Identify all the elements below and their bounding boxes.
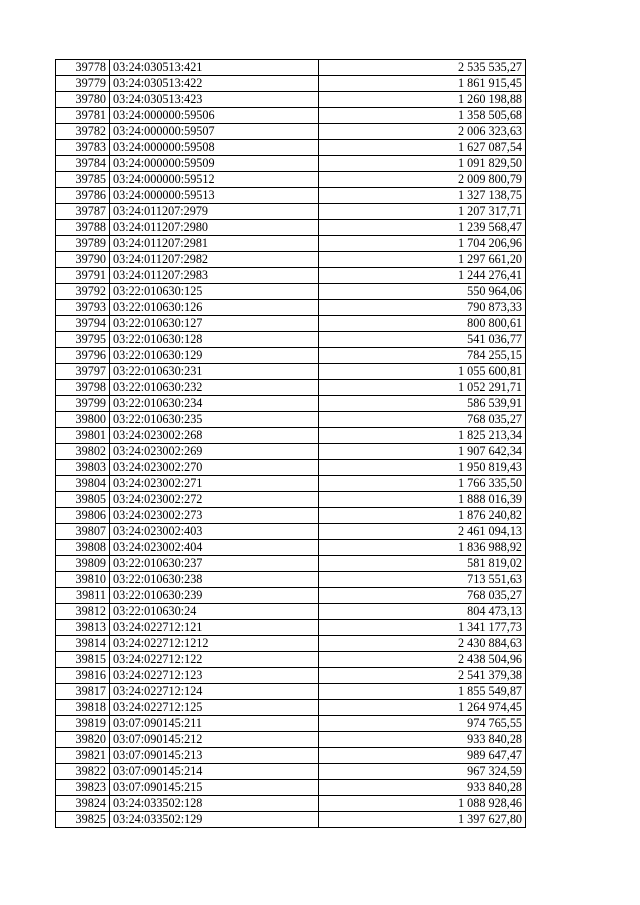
cadastral-code-cell: 03:22:010630:239: [110, 588, 319, 604]
cadastral-code-cell: 03:22:010630:235: [110, 412, 319, 428]
value-cell: 2 535 535,27: [319, 60, 526, 76]
cadastral-code-cell: 03:24:030513:422: [110, 76, 319, 92]
cadastral-code-cell: 03:22:010630:24: [110, 604, 319, 620]
cadastral-code-cell: 03:22:010630:231: [110, 364, 319, 380]
row-number-cell: 39785: [56, 172, 110, 188]
value-cell: 2 006 323,63: [319, 124, 526, 140]
table-row: [56, 124, 526, 140]
row-number-cell: 39813: [56, 620, 110, 636]
table-row: [56, 652, 526, 668]
table-row: [56, 700, 526, 716]
cadastral-code-cell: 03:24:022712:124: [110, 684, 319, 700]
value-cell: 2 009 800,79: [319, 172, 526, 188]
table-row: [56, 668, 526, 684]
cadastral-code-cell: 03:24:022712:121: [110, 620, 319, 636]
table-row: [56, 348, 526, 364]
table-row: [56, 60, 526, 76]
table-row: [56, 140, 526, 156]
table-row: [56, 748, 526, 764]
row-number-cell: 39818: [56, 700, 110, 716]
row-number-cell: 39789: [56, 236, 110, 252]
row-number-cell: 39801: [56, 428, 110, 444]
row-number-cell: 39816: [56, 668, 110, 684]
row-number-cell: 39821: [56, 748, 110, 764]
table-row: [56, 476, 526, 492]
table-row: [56, 236, 526, 252]
row-number-cell: 39806: [56, 508, 110, 524]
table-row: [56, 796, 526, 812]
row-number-cell: 39779: [56, 76, 110, 92]
value-cell: 933 840,28: [319, 732, 526, 748]
table-row: [56, 604, 526, 620]
cadastral-code-cell: 03:24:011207:2979: [110, 204, 319, 220]
value-cell: 1 264 974,45: [319, 700, 526, 716]
table-row: [56, 396, 526, 412]
cadastral-code-cell: 03:22:010630:126: [110, 300, 319, 316]
table-row: [56, 780, 526, 796]
table-row: [56, 204, 526, 220]
table-row: [56, 364, 526, 380]
table-row: [56, 764, 526, 780]
row-number-cell: 39810: [56, 572, 110, 588]
table-row: [56, 572, 526, 588]
table-row: [56, 620, 526, 636]
table-row: [56, 108, 526, 124]
cadastral-code-cell: 03:24:022712:123: [110, 668, 319, 684]
row-number-cell: 39808: [56, 540, 110, 556]
row-number-cell: 39788: [56, 220, 110, 236]
row-number-cell: 39803: [56, 460, 110, 476]
cadastral-code-cell: 03:07:090145:215: [110, 780, 319, 796]
cadastral-code-cell: 03:24:033502:128: [110, 796, 319, 812]
row-number-cell: 39807: [56, 524, 110, 540]
table-row: [56, 300, 526, 316]
cadastral-code-cell: 03:24:022712:122: [110, 652, 319, 668]
value-cell: 1 397 627,80: [319, 812, 526, 828]
cadastral-code-cell: 03:24:011207:2983: [110, 268, 319, 284]
row-number-cell: 39825: [56, 812, 110, 828]
value-cell: 804 473,13: [319, 604, 526, 620]
value-cell: 1 327 138,75: [319, 188, 526, 204]
cadastral-code-cell: 03:24:000000:59506: [110, 108, 319, 124]
row-number-cell: 39781: [56, 108, 110, 124]
row-number-cell: 39800: [56, 412, 110, 428]
row-number-cell: 39823: [56, 780, 110, 796]
table-row: [56, 540, 526, 556]
value-cell: 768 035,27: [319, 412, 526, 428]
cadastral-code-cell: 03:24:011207:2981: [110, 236, 319, 252]
data-table: [55, 59, 526, 828]
value-cell: 974 765,55: [319, 716, 526, 732]
value-cell: 1 888 016,39: [319, 492, 526, 508]
cadastral-code-cell: 03:24:000000:59513: [110, 188, 319, 204]
table-row: [56, 316, 526, 332]
table-row: [56, 716, 526, 732]
row-number-cell: 39802: [56, 444, 110, 460]
value-cell: 1 260 198,88: [319, 92, 526, 108]
value-cell: 541 036,77: [319, 332, 526, 348]
row-number-cell: 39809: [56, 556, 110, 572]
cadastral-code-cell: 03:22:010630:232: [110, 380, 319, 396]
value-cell: 586 539,91: [319, 396, 526, 412]
value-cell: 768 035,27: [319, 588, 526, 604]
row-number-cell: 39797: [56, 364, 110, 380]
value-cell: 1 297 661,20: [319, 252, 526, 268]
cadastral-code-cell: 03:24:023002:404: [110, 540, 319, 556]
cadastral-code-cell: 03:22:010630:125: [110, 284, 319, 300]
table-row: [56, 492, 526, 508]
cadastral-code-cell: 03:22:010630:237: [110, 556, 319, 572]
cadastral-code-cell: 03:24:030513:421: [110, 60, 319, 76]
cadastral-code-cell: 03:22:010630:129: [110, 348, 319, 364]
value-cell: 2 438 504,96: [319, 652, 526, 668]
value-cell: 933 840,28: [319, 780, 526, 796]
row-number-cell: 39822: [56, 764, 110, 780]
cadastral-code-cell: 03:24:033502:129: [110, 812, 319, 828]
cadastral-code-cell: 03:07:090145:212: [110, 732, 319, 748]
row-number-cell: 39793: [56, 300, 110, 316]
row-number-cell: 39784: [56, 156, 110, 172]
cadastral-code-cell: 03:24:023002:272: [110, 492, 319, 508]
cadastral-code-cell: 03:24:023002:270: [110, 460, 319, 476]
cadastral-code-cell: 03:24:011207:2980: [110, 220, 319, 236]
cadastral-code-cell: 03:07:090145:214: [110, 764, 319, 780]
table-row: [56, 556, 526, 572]
value-cell: 550 964,06: [319, 284, 526, 300]
row-number-cell: 39824: [56, 796, 110, 812]
row-number-cell: 39783: [56, 140, 110, 156]
table-row: [56, 92, 526, 108]
table-row: [56, 284, 526, 300]
cadastral-code-cell: 03:24:023002:269: [110, 444, 319, 460]
cadastral-code-cell: 03:22:010630:127: [110, 316, 319, 332]
table-row: [56, 188, 526, 204]
table-row: [56, 636, 526, 652]
value-cell: 1 627 087,54: [319, 140, 526, 156]
value-cell: 1 091 829,50: [319, 156, 526, 172]
value-cell: 1 825 213,34: [319, 428, 526, 444]
row-number-cell: 39817: [56, 684, 110, 700]
value-cell: 1 907 642,34: [319, 444, 526, 460]
value-cell: 1 239 568,47: [319, 220, 526, 236]
row-number-cell: 39791: [56, 268, 110, 284]
value-cell: 1 055 600,81: [319, 364, 526, 380]
row-number-cell: 39792: [56, 284, 110, 300]
value-cell: 1 704 206,96: [319, 236, 526, 252]
row-number-cell: 39820: [56, 732, 110, 748]
cadastral-code-cell: 03:24:023002:268: [110, 428, 319, 444]
value-cell: 2 430 884,63: [319, 636, 526, 652]
cadastral-code-cell: 03:24:000000:59508: [110, 140, 319, 156]
table-row: [56, 460, 526, 476]
table-row: [56, 588, 526, 604]
value-cell: 1 088 928,46: [319, 796, 526, 812]
cadastral-code-cell: 03:24:011207:2982: [110, 252, 319, 268]
table-row: [56, 428, 526, 444]
value-cell: 1 207 317,71: [319, 204, 526, 220]
row-number-cell: 39787: [56, 204, 110, 220]
row-number-cell: 39794: [56, 316, 110, 332]
table-row: [56, 412, 526, 428]
value-cell: 1 766 335,50: [319, 476, 526, 492]
value-cell: 1 861 915,45: [319, 76, 526, 92]
cadastral-code-cell: 03:24:000000:59512: [110, 172, 319, 188]
row-number-cell: 39811: [56, 588, 110, 604]
value-cell: 1 244 276,41: [319, 268, 526, 284]
table-row: [56, 76, 526, 92]
table-row: [56, 220, 526, 236]
table-row: [56, 508, 526, 524]
row-number-cell: 39780: [56, 92, 110, 108]
cadastral-code-cell: 03:24:022712:1212: [110, 636, 319, 652]
value-cell: 784 255,15: [319, 348, 526, 364]
cadastral-code-cell: 03:24:022712:125: [110, 700, 319, 716]
row-number-cell: 39805: [56, 492, 110, 508]
value-cell: 1 052 291,71: [319, 380, 526, 396]
value-cell: 800 800,61: [319, 316, 526, 332]
table-row: [56, 524, 526, 540]
value-cell: 2 461 094,13: [319, 524, 526, 540]
value-cell: 2 541 379,38: [319, 668, 526, 684]
table-row: [56, 732, 526, 748]
value-cell: 1 358 505,68: [319, 108, 526, 124]
table-row: [56, 380, 526, 396]
cadastral-code-cell: 03:24:000000:59509: [110, 156, 319, 172]
row-number-cell: 39815: [56, 652, 110, 668]
value-cell: 989 647,47: [319, 748, 526, 764]
cadastral-code-cell: 03:24:023002:403: [110, 524, 319, 540]
value-cell: 581 819,02: [319, 556, 526, 572]
cadastral-code-cell: 03:22:010630:234: [110, 396, 319, 412]
row-number-cell: 39812: [56, 604, 110, 620]
value-cell: 967 324,59: [319, 764, 526, 780]
cadastral-code-cell: 03:22:010630:128: [110, 332, 319, 348]
value-cell: 1 950 819,43: [319, 460, 526, 476]
row-number-cell: 39795: [56, 332, 110, 348]
row-number-cell: 39804: [56, 476, 110, 492]
value-cell: 1 876 240,82: [319, 508, 526, 524]
row-number-cell: 39778: [56, 60, 110, 76]
cadastral-code-cell: 03:24:030513:423: [110, 92, 319, 108]
row-number-cell: 39782: [56, 124, 110, 140]
value-cell: 1 855 549,87: [319, 684, 526, 700]
value-cell: 713 551,63: [319, 572, 526, 588]
row-number-cell: 39790: [56, 252, 110, 268]
row-number-cell: 39819: [56, 716, 110, 732]
cadastral-code-cell: 03:22:010630:238: [110, 572, 319, 588]
table-row: [56, 812, 526, 828]
value-cell: 790 873,33: [319, 300, 526, 316]
table-body: [56, 60, 526, 828]
cadastral-code-cell: 03:24:023002:271: [110, 476, 319, 492]
row-number-cell: 39798: [56, 380, 110, 396]
cadastral-code-cell: 03:07:090145:211: [110, 716, 319, 732]
value-cell: 1 836 988,92: [319, 540, 526, 556]
row-number-cell: 39799: [56, 396, 110, 412]
row-number-cell: 39814: [56, 636, 110, 652]
cadastral-code-cell: 03:24:000000:59507: [110, 124, 319, 140]
row-number-cell: 39786: [56, 188, 110, 204]
table-row: [56, 156, 526, 172]
cadastral-code-cell: 03:07:090145:213: [110, 748, 319, 764]
table-row: [56, 268, 526, 284]
table-row: [56, 172, 526, 188]
table-row: [56, 252, 526, 268]
cadastral-code-cell: 03:24:023002:273: [110, 508, 319, 524]
table-row: [56, 684, 526, 700]
value-cell: 1 341 177,73: [319, 620, 526, 636]
table-row: [56, 332, 526, 348]
row-number-cell: 39796: [56, 348, 110, 364]
table-row: [56, 444, 526, 460]
